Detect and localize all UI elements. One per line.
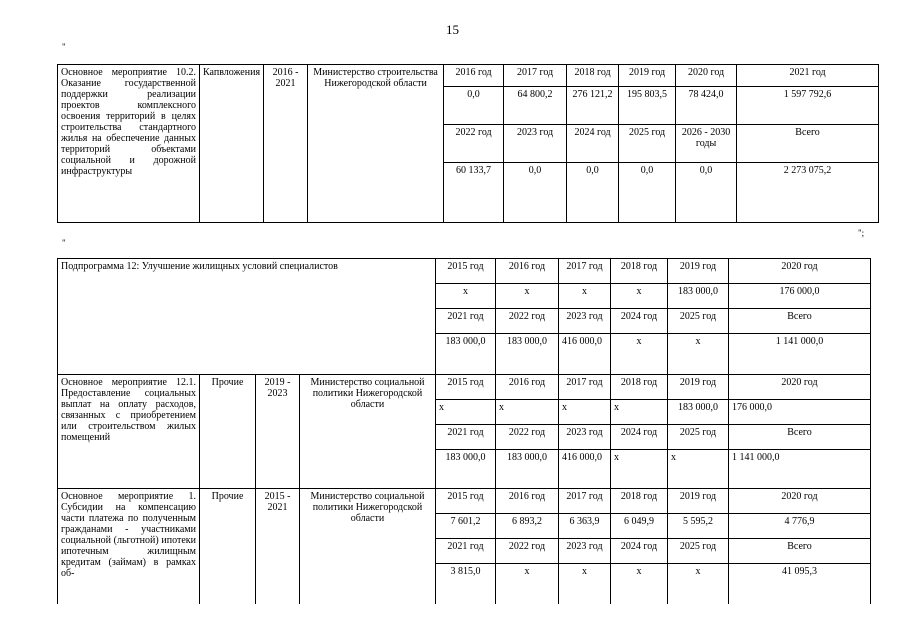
value-cell: 7 601,2 bbox=[436, 514, 496, 539]
value-cell: 416 000,0 bbox=[559, 334, 611, 375]
measure-10-2-table bbox=[57, 64, 879, 223]
value-cell: х bbox=[496, 564, 559, 606]
value-cell: х bbox=[611, 400, 668, 425]
year-header: 2023 год bbox=[504, 125, 567, 163]
year-header: 2019 год bbox=[619, 65, 676, 87]
year-header: 2024 год bbox=[611, 309, 668, 334]
year-header: 2025 год bbox=[668, 425, 729, 450]
year-header: 2017 год bbox=[559, 489, 611, 514]
executor-cell: Министерство социальной политики Нижегородской области bbox=[300, 489, 436, 606]
year-header: Всего bbox=[729, 539, 871, 564]
year-header: 2018 год bbox=[611, 259, 668, 284]
year-header: 2016 год bbox=[496, 259, 559, 284]
year-header: 2024 год bbox=[611, 539, 668, 564]
value-cell: х bbox=[668, 334, 729, 375]
year-header: 2015 год bbox=[436, 375, 496, 400]
value-cell: 1 141 000,0 bbox=[729, 334, 871, 375]
value-cell: 183 000,0 bbox=[668, 284, 729, 309]
value-cell: 195 803,5 bbox=[619, 87, 676, 125]
value-cell: 2 273 075,2 bbox=[737, 163, 879, 223]
year-header: 2016 год bbox=[444, 65, 504, 87]
value-cell: 4 776,9 bbox=[729, 514, 871, 539]
year-header: 2021 год bbox=[436, 425, 496, 450]
category-cell: Капвложения bbox=[200, 65, 264, 223]
year-header: 2026 - 2030 годы bbox=[676, 125, 737, 163]
value-cell: 78 424,0 bbox=[676, 87, 737, 125]
year-header: Всего bbox=[729, 309, 871, 334]
value-cell: 5 595,2 bbox=[668, 514, 729, 539]
year-header: 2025 год bbox=[668, 309, 729, 334]
year-header: 2016 год bbox=[496, 489, 559, 514]
year-header: 2017 год bbox=[559, 259, 611, 284]
year-header: 2024 год bbox=[611, 425, 668, 450]
year-header: 2017 год bbox=[559, 375, 611, 400]
year-header: Всего bbox=[737, 125, 879, 163]
value-cell: 176 000,0 bbox=[729, 400, 871, 425]
opening-quote: " bbox=[62, 42, 66, 52]
executor-cell: Министерство строительства Нижегородской области bbox=[308, 65, 444, 223]
year-header: 2015 год bbox=[436, 259, 496, 284]
value-cell: х bbox=[559, 564, 611, 606]
closing-quote: "; bbox=[858, 228, 865, 238]
measure-12-1-table bbox=[57, 374, 871, 489]
value-cell: 0,0 bbox=[504, 163, 567, 223]
year-header: 2020 год bbox=[729, 375, 871, 400]
year-header: 2021 год bbox=[436, 309, 496, 334]
year-header: 2022 год bbox=[444, 125, 504, 163]
value-cell: 64 800,2 bbox=[504, 87, 567, 125]
value-cell: 176 000,0 bbox=[729, 284, 871, 309]
value-cell: х bbox=[611, 450, 668, 489]
page-number: 15 bbox=[446, 22, 459, 37]
year-header: 2018 год bbox=[567, 65, 619, 87]
value-cell: 3 815,0 bbox=[436, 564, 496, 606]
value-cell: 41 095,3 bbox=[729, 564, 871, 606]
value-cell: х bbox=[611, 284, 668, 309]
year-header: 2022 год bbox=[496, 539, 559, 564]
year-header: 2019 год bbox=[668, 259, 729, 284]
year-header: 2022 год bbox=[496, 309, 559, 334]
value-cell: 1 597 792,6 bbox=[737, 87, 879, 125]
year-header: 2019 год bbox=[668, 375, 729, 400]
subprogram-12-table bbox=[57, 258, 871, 375]
year-header: 2017 год bbox=[504, 65, 567, 87]
executor-cell: Министерство социальной политики Нижегородской области bbox=[300, 375, 436, 489]
value-cell: х bbox=[436, 284, 496, 309]
year-header: 2023 год bbox=[559, 539, 611, 564]
value-cell: 60 133,7 bbox=[444, 163, 504, 223]
year-header: 2023 год bbox=[559, 425, 611, 450]
year-header: 2021 год bbox=[737, 65, 879, 87]
value-cell: х bbox=[436, 400, 496, 425]
measure-description: Основное мероприятие 12.1. Предоставление социальных выплат на оплату расходов, связанных с приобретением или строительством жилых помещений bbox=[58, 375, 200, 489]
period-cell: 2016 - 2021 bbox=[264, 65, 308, 223]
period-cell: 2015 - 2021 bbox=[256, 489, 300, 606]
subprogram-title: Подпрограмма 12: Улучшение жилищных условий специалистов bbox=[58, 259, 436, 375]
value-cell: 6 049,9 bbox=[611, 514, 668, 539]
measure-description: Основное мероприятие 10.2. Оказание государственной поддержки реализации проектов комплексного освоения территорий в целях строительства стандартного жилья на обеспечение данных территорий объектами социальной и дорожной инфраструктуры bbox=[58, 65, 200, 223]
year-header: 2025 год bbox=[619, 125, 676, 163]
value-cell: х bbox=[611, 564, 668, 606]
value-cell: х bbox=[559, 284, 611, 309]
value-cell: 6 363,9 bbox=[559, 514, 611, 539]
value-cell: 1 141 000,0 bbox=[729, 450, 871, 489]
year-header: 2018 год bbox=[611, 489, 668, 514]
value-cell: 183 000,0 bbox=[436, 334, 496, 375]
category-cell: Прочие bbox=[200, 489, 256, 606]
value-cell: 0,0 bbox=[676, 163, 737, 223]
value-cell: 416 000,0 bbox=[559, 450, 611, 489]
value-cell: х bbox=[496, 284, 559, 309]
year-header: 2024 год bbox=[567, 125, 619, 163]
period-cell: 2019 - 2023 bbox=[256, 375, 300, 489]
year-header: 2018 год bbox=[611, 375, 668, 400]
year-header: 2020 год bbox=[729, 489, 871, 514]
value-cell: 0,0 bbox=[619, 163, 676, 223]
value-cell: 0,0 bbox=[567, 163, 619, 223]
year-header: 2016 год bbox=[496, 375, 559, 400]
year-header: Всего bbox=[729, 425, 871, 450]
value-cell: 183 000,0 bbox=[496, 334, 559, 375]
year-header: 2025 год bbox=[668, 539, 729, 564]
year-header: 2020 год bbox=[676, 65, 737, 87]
value-cell: 6 893,2 bbox=[496, 514, 559, 539]
value-cell: х bbox=[668, 564, 729, 606]
measure-description: Основное мероприятие 1. Субсидии на компенсацию части платежа по полученным гражданами - участниками социальной (льготной) ипотеки ипотечным жилищным кредитам (займам) в рамках об- bbox=[58, 489, 200, 606]
page-bottom-mask bbox=[0, 604, 905, 644]
category-cell: Прочие bbox=[200, 375, 256, 489]
value-cell: х bbox=[559, 400, 611, 425]
measure-1-table bbox=[57, 488, 871, 606]
value-cell: х bbox=[611, 334, 668, 375]
year-header: 2015 год bbox=[436, 489, 496, 514]
year-header: 2022 год bbox=[496, 425, 559, 450]
opening-quote: " bbox=[62, 238, 66, 248]
value-cell: 183 000,0 bbox=[668, 400, 729, 425]
value-cell: х bbox=[668, 450, 729, 489]
year-header: 2019 год bbox=[668, 489, 729, 514]
value-cell: 183 000,0 bbox=[496, 450, 559, 489]
year-header: 2020 год bbox=[729, 259, 871, 284]
value-cell: х bbox=[496, 400, 559, 425]
year-header: 2021 год bbox=[436, 539, 496, 564]
value-cell: 0,0 bbox=[444, 87, 504, 125]
value-cell: 183 000,0 bbox=[436, 450, 496, 489]
year-header: 2023 год bbox=[559, 309, 611, 334]
value-cell: 276 121,2 bbox=[567, 87, 619, 125]
